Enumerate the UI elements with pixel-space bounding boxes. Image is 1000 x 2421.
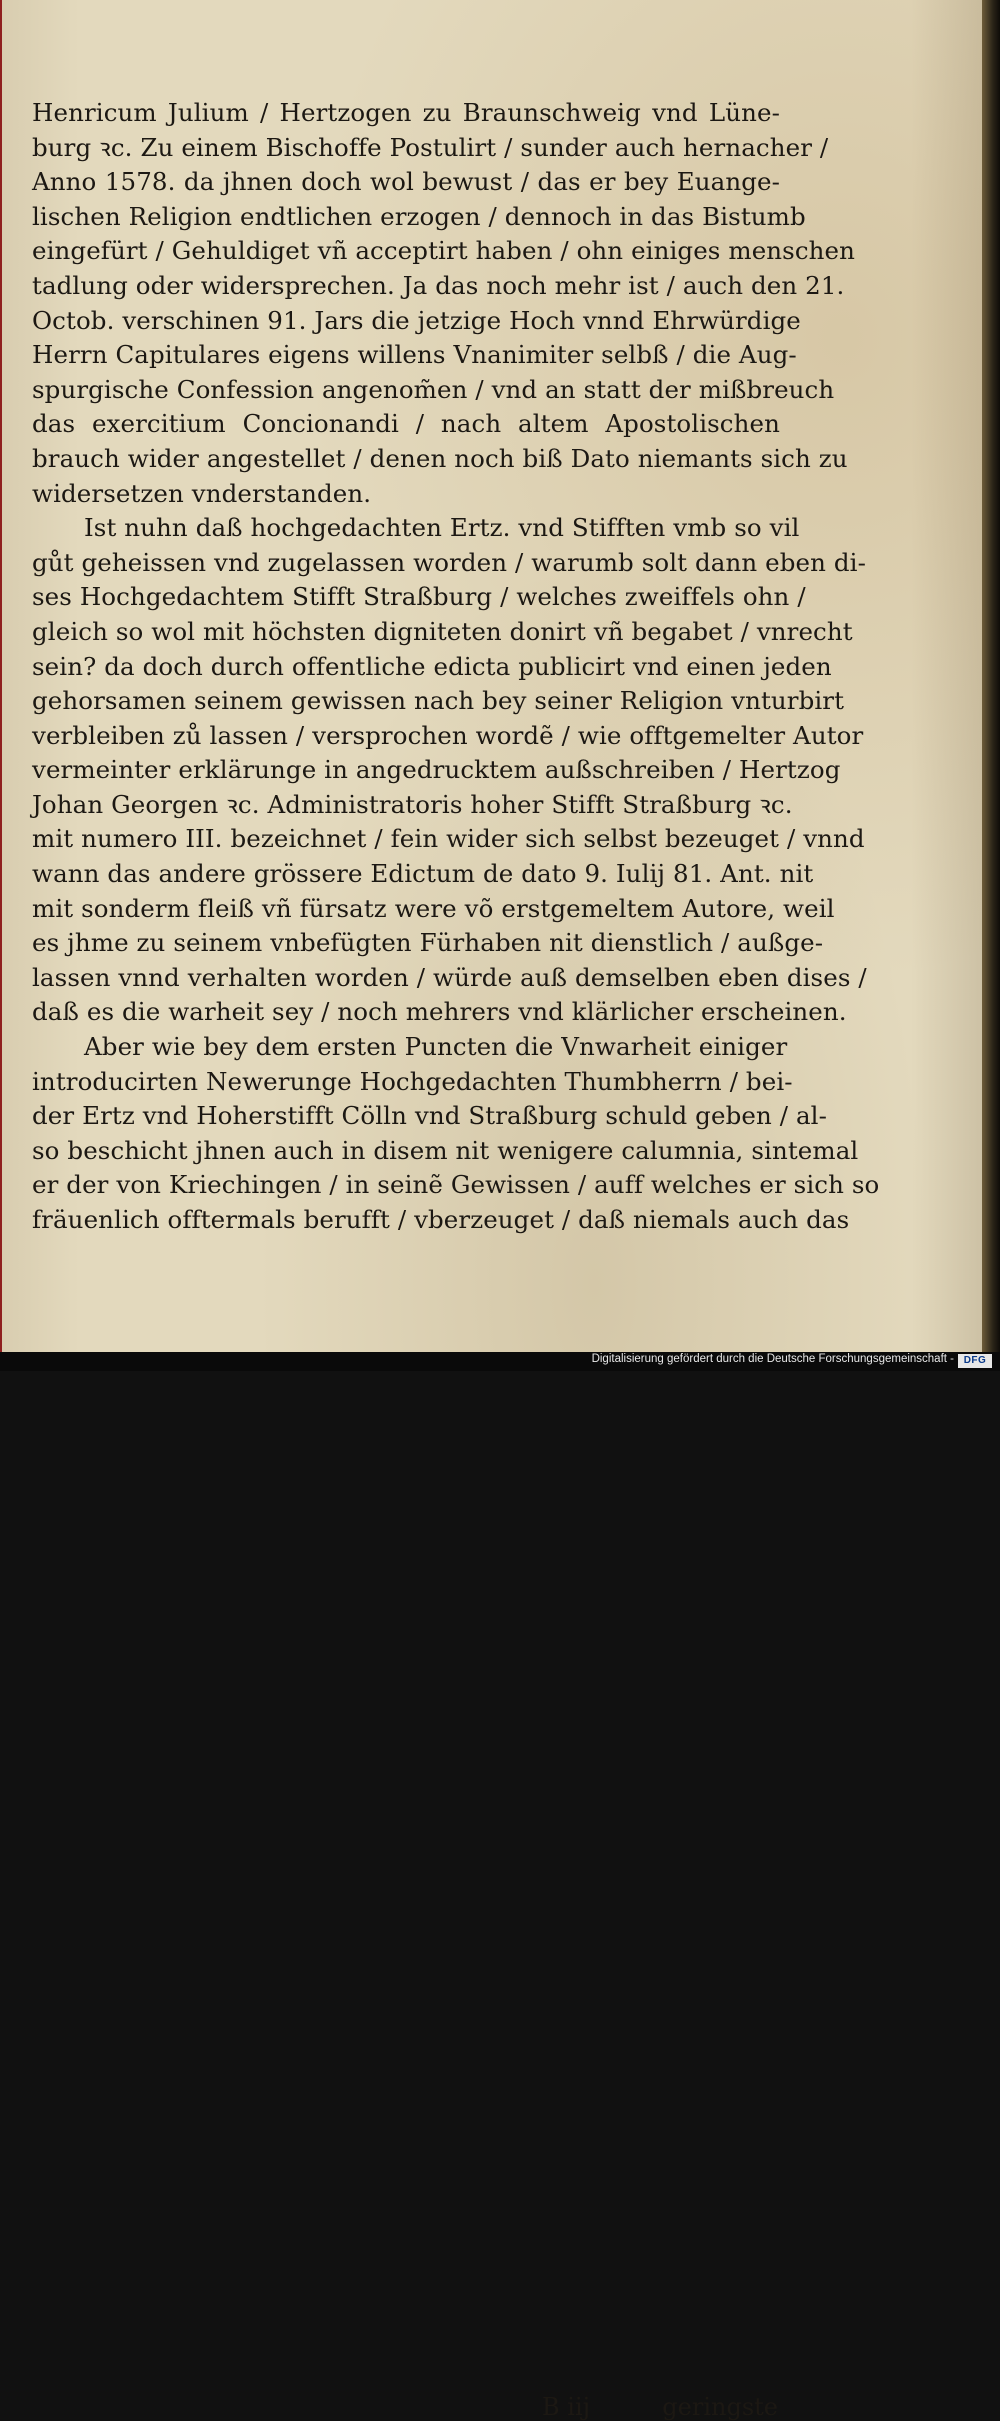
- text-line: das exercitium Concionandi / nach altem Apostolischen: [32, 409, 780, 439]
- text-line: gleich so wol mit höchsten digniteten donirt vñ begabet / vnrecht: [32, 616, 853, 646]
- text-line: daß es die warheit sey / noch mehrers vnd klärlicher erscheinen.: [32, 997, 847, 1027]
- paragraph-start-line: Aber wie bey dem ersten Puncten die Vnwarheit einiger: [84, 1032, 788, 1062]
- text-line: widersetzen vnderstanden.: [32, 478, 372, 508]
- text-line: Octob. verschinen 91. Jars die jetzige Hoch vnnd Ehrwürdige: [32, 305, 801, 335]
- text-line: eingefürt / Gehuldiget vñ acceptirt haben / ohn einiges menschen: [32, 236, 856, 266]
- text-line: introducirten Newerunge Hochgedachten Thumbherrn / bei-: [32, 1066, 793, 1096]
- text-line: wann das andere grössere Edictum de dato 9. Iulij 81. Ant. nit: [32, 859, 814, 889]
- signature-mark: B iij: [542, 2393, 591, 2421]
- book-edge-shadow: [982, 0, 1000, 1371]
- text-line: Anno 1578. da jhnen doch wol bewust / das er bey Euange-: [32, 167, 780, 197]
- dfg-logo: DFG: [958, 1354, 992, 1368]
- page-edge-border: [0, 0, 2, 1352]
- text-line: brauch wider angestellet / denen noch biß Dato niemants sich zu: [32, 443, 848, 473]
- text-line: sein? da doch durch offentliche edicta publicirt vnd einen jeden: [32, 651, 832, 681]
- text-line: spurgische Confession angenom̃en / vnd an statt der mißbreuch: [32, 374, 835, 404]
- text-line: der Ertz vnd Hoherstifft Cölln vnd Straßburg schuld geben / al-: [32, 1101, 827, 1131]
- text-line: vermeinter erklärunge in angedrucktem außschreiben / Hertzog: [32, 755, 841, 785]
- text-line: er der von Kriechingen / in seinẽ Gewissen / auff welches er sich so: [32, 1170, 880, 1200]
- text-line: gůt geheissen vnd zugelassen worden / warumb solt dann eben di-: [32, 547, 866, 577]
- body-text: [32, 96, 880, 1238]
- text-line: Johan Georgen ꝛc. Administratoris hoher Stifft Straßburg ꝛc.: [32, 789, 793, 819]
- paragraph-start-line: Ist nuhn daß hochgedachten Ertz. vnd Stifften vmb so vil: [84, 513, 800, 543]
- text-line: ses Hochgedachtem Stifft Straßburg / welches zweiffels ohn /: [32, 582, 806, 612]
- catchword: geringste: [662, 2393, 778, 2421]
- digitization-credit: Digitalisierung gefördert durch die Deutsche Forschungsgemeinschaft -: [591, 1353, 954, 1365]
- text-line: so beschicht jhnen auch in disem nit wenigere calumnia, sintemal: [32, 1135, 859, 1165]
- text-line: es jhme zu seinem vnbefügten Fürhaben nit dienstlich / außge-: [32, 928, 824, 958]
- text-line: burg ꝛc. Zu einem Bischoffe Postulirt / sunder auch hernacher /: [32, 132, 829, 162]
- text-line: Henricum Julium / Hertzogen zu Braunschweig vnd Lüne-: [32, 98, 780, 127]
- text-line: mit numero III. bezeichnet / fein wider sich selbst bezeuget / vnnd: [32, 824, 865, 854]
- text-line: verbleiben zů lassen / versprochen wordẽ / wie offtgemelter Autor: [32, 720, 864, 750]
- text-line: Herrn Capitulares eigens willens Vnanimiter selbß / die Aug-: [32, 340, 797, 370]
- text-line: gehorsamen seinem gewissen nach bey seiner Religion vnturbirt: [32, 686, 845, 716]
- text-line: mit sonderm fleiß vñ fürsatz were võ erstgemeltem Autore, weil: [32, 893, 835, 923]
- text-line: lischen Religion endtlichen erzogen / dennoch in das Bistumb: [32, 201, 806, 231]
- text-line: tadlung oder widersprechen. Ja das noch mehr ist / auch den 21.: [32, 270, 845, 300]
- text-line: fräuenlich offtermals berufft / vberzeuget / daß niemals auch das: [32, 1205, 850, 1234]
- text-line: lassen vnnd verhalten worden / würde auß demselben eben dises /: [32, 962, 867, 992]
